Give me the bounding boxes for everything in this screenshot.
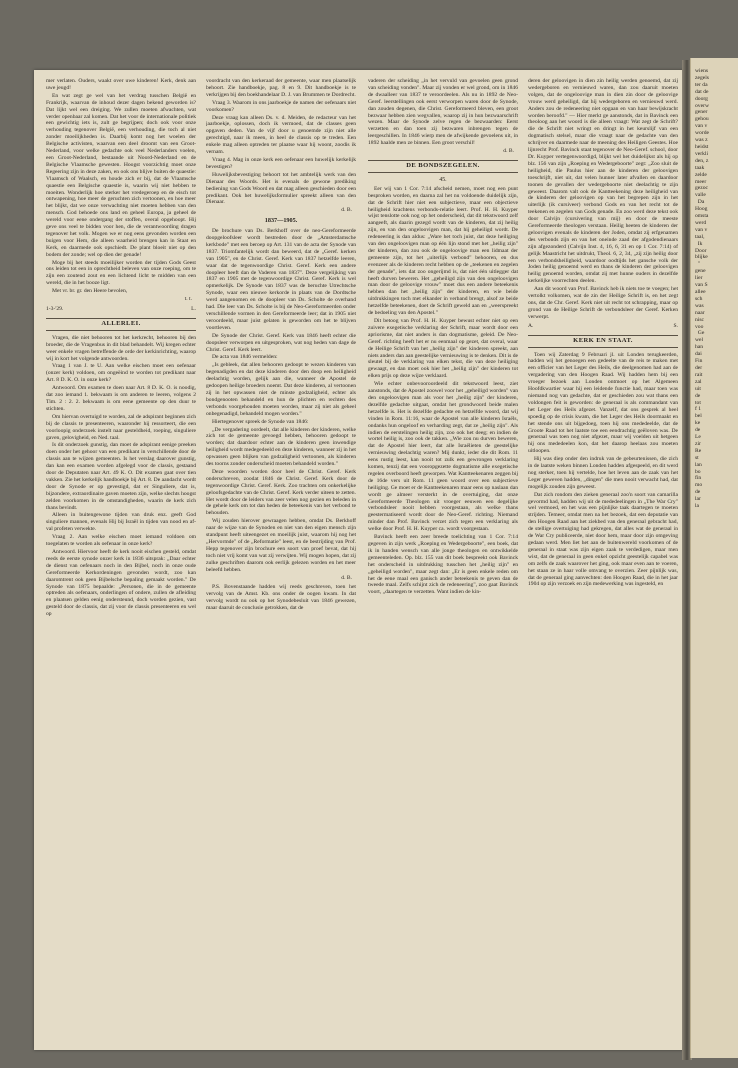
paragraph: De Synode der Christ. Geref. Kerk van 1846 heeft echter die doopsleer verworpen en uitgesproken, wat nog heden van dage de Christ. Geref. Kerk leert. [206,332,356,353]
column-2 [206,78,356,1044]
paragraph: Toen wij Zaterdag 9 Februari jl. uit Londen terugkeerden, hadden wij het genoegen een gedeelte van de reis te maken met een officier van het Leger des Heils, die deelgenomen had aan de vergadering van den Hoogen Raad. Wij hadden hem bij een vroeger bezoek aan Londen ontmoet op het Algemeen Hoofdkwartier waar hij een leidende functie had, maar toen was niemand nog van gedachte, dat er geschieden zou wat thans een voldongen feit is geworden: de generaal is als commandant van het Leger des Heils afgezet. Vanzelf, dat ons gesprek al heel spoedig op de crisis kwam, die het Leger des Heils doormaakt en het stende ons uit bijgedoeg, toen hij ons mededeelde, dat de Groote Raad tot het laatste toe een eendrachtig geëloven was. De generaal was toen nog niet afgezet, maar wij voelden uit hetgeen hij ons mededeelen kon, dat het daarop heelaas zou moeten uitloopen. [528,351,678,455]
paragraph: Is dit onderzoek gunstig, dan moet de adspirant eenige preeken doen onder het gehoor van een predikant in verschillende door de classis aan te wijzen gemeenten. Is het verslag daarover gunstig, dan kan een examen worden afgelegd voor de classis, gestaand door de Deputaten naar Art. 49 K. O. Dit examen gaat over tien vakken. Zie het kerkelijk handboekje bij Art. 8. De aandacht wordt door de Synode er op gevestigd, dat er Singuliere, dat is, bijzondere, extraordinaire gaven moeten zijn, welke slechts hoogst zelden voorkomen in de omstandigheden, waarin de kerk zich thans bevindt. [46,442,196,511]
paragraph: Om hiervan overtuigd te worden, zal de adspirant beginnen zich bij de classis te presenteeren, waaronder hij ressorteert, die een voorloopig onderzoek instelt naar gesteldheid, roeping, singuliere gaven, gelovigheid, en Ned. taal. [46,413,196,441]
paragraph: Wij zouden hierover gewraagen hebben, omdat Ds. Berkhoff naar de wijze van de Synoden en niet van den eigen mensch zijn standpunt heeft uiteengezet en moeilijk juist, waarom hij nog het „Hervormde" of de „Reformatie" leest, en de bestrijding van Prof. Hepp tegenover zijn brochure een soort van proef bevat, dat hij toch niet vrij komt van wat zij verwijten. Wij mogen hopen, dat zij zulke geschriften daarom ook eerlijk gelezen worden en het meer beleefd hebben. [206,518,356,573]
paragraph-postscript: P.S. Bovenstaande hadden wij reeds geschreven, toen het vervolg van de Amst. Kb. ons onder de oogen kwam. In dat vervolg wordt nu ook op het Synodebesluit van 1846 gewezen, maar daaruit de conclusie getrokken, dat de [206,584,356,612]
paragraph: De brochure van Ds. Berkhoff over de neo-Gereformeerde doopgeloofsleer wordt bestreden door de „Amsterdamsche kerkbode" met een beroep op Art. 131 van de acta der Synode van 1837. Triomfantelijk wordt dan beweerd, dat de „Geref. kerken van 1905", en de Christ. Geref. Kerk van 1837 hetzelfde leeren, waar dat de tegenwoordige Christ. Geref. Kerk een andere doopleer heeft dan de Vaderen van 1837". Deze vergelijking van 1837 en 1905 met de tegenwoordige Christ. Geref. Kerk is wel opmerkelijk. De Synode van 1837 was de beruchte Utrechtsche Synode, waar een nieuwe kerkorde in plaats van de Dordtsche werd aangenomen en de doopleer van Ds. Scholte de overhand had. Die leer van Ds. Scholte is bij de Neo-Gereformeerden onder verschillende vormen in den Gereformeerde leer; dat in 1905 niet veroordeeld, maar juist gelaten is geworden om het te blijven voortleven. [206,228,356,331]
paragraph: Deze vraag kan alleen Ds. v. d. Meiden, de redacteur van het jaarboekje, oplossen, doch ik vermoed, dat de classes geen opgaven deden. Van de vijf door u genoemde zijn niet alle gerechtigd, naar ik meen, in heel de classis op te treden. Een enkele mag alleen optreden ter plaatse waar hij woont, zoodis ik vernam. [206,114,356,156]
paragraph: Dit betoog van Prof. H. H. Kuyper bewust echter niet op een zuivere exegetische verklaring der Schrift, maar wordt door een apriorisme, dat niet anders is dan dogmatisme, geleid. De Neo-Geref. richting heeft het er nu eenmaal op gezet, dat overal, waar de Heilige Schrift van het „heilig zijn" der kinderen spreekt, aan niets anders dan aan geestelijke vernieuwing is te denken. Dit is de sleutel bij de verklaring van elken tekst, die van deze heiliging gewaagt, en dan moet ook hier het „heilig zijn" der kinderen tot elken prijs op deze wijze verklaard. [368,318,518,380]
paragraph: Antwoord. Om examen te doen naar Art. 8 D. K. O. is noodig, dat zoo iemand 1. bekwaam is om anderen te leeren, volgens 2 Tim. 2 : 2. 2. bekwaam is om eene gemeente op den duur te stichten. [46,385,196,412]
paragraph: Antwoord. Hiervoor heeft de kerk nooit eischen gesteld, omdat reeds de eerste synode onzer kerk in 1836 uitsprak: „Daar echter de dienst van oefenaars noch in den Bijbel, noch in onze oude Gereformeerde Kerkordeningen gevonden wordt, zoo kan daaromtrent ook geen Bijbelsche bepaling gemaakt worden." De Synode van 1875 bepaalde: „Personen, die in de gemeente optreden als oefenaars, onderlingen of ondere, zullen de afleiding en plaatsen gelden eenig ondersteund, doch worden gezien, vast gesteld door de classis, dat zij voor de classis presenteeren en wel op [46,549,196,618]
paragraph: deren der geloovigen in dien zin heilig werden genoemd, dat zij wedergeboren en vernieuwd waren, dan zou daaruit moeten volgen, dat de ongeloovige man in dien zin door de geloovige vrouw werd geheiligd, dat hij wedergeboren en vernieuwd werd. Anders zou de redeneering niet opgaan en van haar bewijskracht worden beroofd." — Hier merkt ge aanstonds, dat in Bavinck een theoloog aan het woord is die alleen vraagt: Wat zegt de Schrift? die de Schrift niet wringt en dringt in het keurslijf van een dogmatisch stelsel, maar die vraagt naar de gedachte van den schrijver en daarmede naar de meening des Heiligen Geestes. Hoe lijnrecht Prof. Bavinck staat tegenover de Neo-Geref. school, door Dr. Kuyper vertegenwoordigd, blijkt wel het duidelijkst als hij op blz. 156 van zijn „Roeping en Wedergeboorte" zegt: „Zoo sluit de heiligheid, die Paulus hier aan de kinderen der geloovigen toeschrijft, niet uit, dat velen hunner later afvallen en daardoor toonen de gevallen der wedergeboorte niet deelachtig te zijn geweest. Daarom valt ook de Kantteekening deze heiligheid van de kinderen der geloovigen op van het begrepen zijn in het uiterlijk (ik cursiveer) verbond Gods en van het recht tot de teekenen en zegelen van Gods genade. En zoo werd deze tekst ook door Calvijn (cursivering van mij) en door de meeste Gereformeerde theologen verstaan. Heilig heeten de kinderen der geloovigen evenals de kinderen der Joden, omdat zij erfgenamen des verbonds zijn en van het oneinde zaad der afgodendienaars zijn afgezonderd (Calvijn Inst. 4, 16, 6, 31 en op 1 Cor. 7:14) of gelijk Maastricht het uitdrukt, Theol. 6, 2, 34, „zij zijn heilig door een verbondsheiligheid, waardoor oodtijds het gansche volk der Joden heilig genoemd werd en thans de kinderen der geloovigen heilig genoemd worden, omdat zij met hunne ouders in dezelfde kerkelijke voorrechten deelen. [528,78,678,285]
paragraph: Vragen, die niet behooren tot het kerkrecht, behooren bij den broeder, die de Vragenbus in dit blad behandelt. Wij kregen echter weer enkele vragen betreffende de orde der kerkinrichting, waarop wij in kort het volgende antwoorden. [46,334,196,362]
author-initial: L. [191,306,196,312]
section-heading-kerk-en-staat: KERK EN STAAT. [528,335,678,348]
paragraph: Hiertegenover spreek de Synode van 1846: [212,418,309,425]
signature-initials: d. B. [341,207,352,214]
paragraph: De acta van 1846 vermelden: [212,354,278,361]
paragraph: voordracht van den kerkeraad der gemeente, waar men plaatselijk behoort. Zie handboekje, pag. 8 en 9. Dit handboekje is te verkrijgen bij den boekhandelaar D. J. van Brummen te Dordrecht. [206,78,356,98]
signature-initials: t. t. [184,296,192,303]
signature-initials: d. B. [341,574,352,581]
paragraph: Bavinck heeft een zeer breede toelichting van 1 Cor. 7:14 gegeven in zijn werk „Roeping en Wedergeboorte", een boek, dat ik in handen wensch van alle jonge theologen en ontwikkelde gemeenteleden. Op. blz. 155 van dit boek bespreekt ook Bavinck het onderscheid in uitdrukking tusschen het „heilig zijn" en „geheiligd worden", maar zegt dan: „Er is geen enkele reden om het de eene maal een ganisch ander beteekenis te geven dan de tweede maal. Zelfs schijnt zich de redeneering", zoo gaat Bavinck voort, „daartegen te verzetten. Want indien de kin- [368,534,518,596]
paragraph: Aan dit woord van Prof. Bavinck heb ik niets toe te voegen; het vertolkt volkomen, wat de zin der Heilige Schrift is, en het zegt ons, dat de Chr. Geref. Kerk niet uit recht tot schrapping, maar op grond van de Heilige Schrift de verbondsleer der Geref. Kerken verwerpt. [528,286,678,320]
paragraph: mer verlaten. Ouders, waakt over uwe kinderen! Kerk, denk aan uwe jeugd! [46,78,196,91]
column-1 [46,78,196,1044]
section-heading-allerlei: ALLERLEI. [46,318,196,331]
date-line [46,306,196,313]
paragraph: Vraag 3. Waarom in ons jaarboekje de namen der oefenaars niet voorkomen? [206,99,356,113]
paragraph: Alleen in buitengewone tijden van druk enz. geeft God singuliere mannen, evenals Hij bij Israël in tijden van nood en af-val profeten verwekte. [46,512,196,533]
paragraph: En wat zegt ge wel van het verdrag tusschen België en Frankrijk, waarvan de inhoud dezer dagen bekend geworden is? Dat lijkt wel een dreiging. We zullen moeten afwachten, wat verder openbaar zal komen. Dat het voor de internationale politiek een gewichtig iets is, zult ge begrijpen; doch ook voor onze verhouding tegenover België, een verhouding, die toch al niet zonder moeilijkheden is. Daarbij komt nog het woelen der Belgische activisten, waarvan een deel droomt van een Groot-Nederland, voor welke gedachte ook veel Nederlanders voelen, een Groot-Nederland, bestaande uit Noord-Nederland en de Belgische Vlaamsche gewesten. Hoogst voorzichtig moet onze Regeering zijn in deze zaken, en ook ons blijve buiten de quaestie: Vlaamsch of Waalsch, en houde zich er bij, dat de Vlaamsche quaestie een Belgische quaestie is, waarin wij niet hebben te moeiten. Wonderlijk hoe sterker het vredegeroep en de eisch tot ontwapening, hoe meer de geruchten zich vertoonen, en hoe meer het blijkt, dat we onze verwachting niet moeten hebben van den mensch. God behoede ons land en geheel Europa, ja geheel de wereld voor eene ondergang der stoffen, overal opgehoopt. Hij geve ons veel te bidden voor hen, die de verantwoording dragen tegenover het volk. Mogen we er nog eens gevonden worden een buigen voor Hem, die alleen waarheid brengen kan in Staat en Kerk, en daarmede ook opschiedt. De plant bloeit niet op den bodem der zonde; wel op dien der genade! [46,92,196,258]
paragraph: „Is gebleek, dat allen behooren gedoopt te wezen kinderen van begenadigden en dat deze kinderen door den doop een heiligheid deelachtig worden, gelijk aan die, wanneer de Apostel de gedoopen heilige broeders noemt. Dat deze kinderen, al vertoonen zij in het opwassen niet de minste godzaligheid, echter als bondgenooten behandeld en hun de plichten en rechten des verbonds voorgehouden moeten worden, maar zij niet als geheel onbegenadigd, behandeld mogen worden." [206,362,356,417]
paragraph: Eer wij van 1 Cor. 7:14 afscheid nemen, moet nog een punt besproken worden, en daarna zal het nu voldoende duidelijk zijn, dat de Schrift hier niet een subjectieve, maar een objectieve heiligheid krachtens verbonds-relatie leert. Prof. H. H. Kuyper wijst tenslotte ook nog op het onderscheid, dat dit tekstwoord zelf aangeeft, als daarin gezegd wordt van de kinderen, dat zij heilig zijn, en van den ongeloovigen man, dat hij geheiligd wordt. De redeneering is dan aldus: „Ware het toch juist, dat deze heiliging van den ongeloovigen man op één lijn stond met het „heilig zijn" der kinderen, dan zou ook de ongeloovige man een lidmaat der gemeente zijn, tot het „uiterlijk verbond" behooren, en dus evenzeer als de kinderen recht hebben op de „teekenen en zegelen der genade", iets dat zoo ongerijmd is, dat niet één uitlegger dat heeft durven beweren. Het „geheiligd zijn van den ongeloovigen man door de geloovige vrouw" moet dus een andere beteekenis hebben dan het „heilig zijn" der kinderen, en wie beide uitdrukkingen toch met elkander in verband brengt, alsof ze beide hetzelfde beteekenen, doet de Schrift geweld aan en „weerspreekt de bedoeling van den Apostel." [368,185,518,317]
signature-left: A. [528,322,534,329]
paragraph: Vraag 2. Aan welke eischen moet iemand voldoen om toegelaten te worden als oefenaar in onze kerk? [46,534,196,548]
paragraph: vaderen der scheiding „in het vervuld van gevoelen geen grond van scheiding vonden". Maar zij vonden er wel grond, om in 1846 de dwaalleer van 1837 te veroordeelen. Als nu in 1892 de Neo-Geref. leerstellingen ook eerst verworpen waren door de Synode, dan zouden degenen, die Christ. Gereformeerd bleven, een groot bezwaar hebben zien wegvallen, waarop zij in hun bezwaarschrift wezen. Maar de Synode zelve regen de bezwaarden: Eerst verzetten en dan toen zij bezwaren inbrengen tegen de leergeschillen. In 1846 wierp men de afwijkende gevoelens uit, in 1892 haalde men ze binnen. Een groot verschil! [368,78,518,147]
signature-right: S. [673,322,678,329]
paragraph: Met vr. br. gr. den Heere bevolen, [52,288,128,295]
next-page-fragment: wiens zegels ter da dat de doorg overw gener gehou van v worde was z heidst verkli den, z taak zelde meer gezoc valle Da Hoog omsta werd van v taal, Ik Door blijke " gene lier van S allee sch was naar nisc voo Ge wel han dai Fin der rait zal uit de tot f 1 bel ke de Le zir Re st lan bo fin mo de lar la [695,68,709,510]
article-heading-1837-1905: 1837—1905. [264,217,298,225]
paragraph: Huwelijksbevestiging behoort tot het ambtelijk werk van den Dienaar des Woords. Het is evenals de gewone prediking bediening van Gods Woord en dat mag alleen geschieden door een predikant. Ook het huwelijksformulier spreekt alleen van den Dienaar. [206,171,356,206]
signature-line [528,323,678,330]
column-3 [368,78,518,1044]
paragraph: Deze woorden worden door heel de Christ. Geref. Kerk onderschreven, zoodat 1846 de Christ. Geref. Kerk door de tegenwoordige Christ. Geref. Kerk. Zoo trachten om onkerkelijke geloofsgedachte van de Christ. Geref. Kerk verder uiteen te zetten. Het wordt door de leiders van zeer velen nog gezien en beleden in de gehele kerk om tot dan heden de beteekenis van het verbond te behouden. [206,468,356,517]
column-4 [528,78,678,1044]
paragraph: Dat zich rondom den zieken generaal zoo'n soort van camarilla gevormd had, hadden wij uit de mededeelingen in „The War Cry" wel vermoed, en het was een pijnlijke taak daartegen te moeten strijden. Temeer, omdat men na het bezoek, dat een deputatie van den Hoogen Raad aan het ziekbed van den generaal gebracht had, de stellige overtuiging had gekregen, dat alles wat de generaal in de War Cry publiceerde, niet door hem, maar door zijn omgeving gedaan werd. Men liet het aan de buitenwereld voorkomen of de generaal in staat was zijn eigen zaak te verdedigen, maar men wist, dat de generaal in geen enkel opzicht geestelijk capabel was om zelfs de zaak waarover het ging, ook maar even aan te voeren, het staan ze in haar volle omvang te overzien. Zeer pijnlijk was, dat de generaal ging aanvechten: den Hoogen Raad, die in het jaar 1904 op zijn verzoek en zijn medewerking was ingesteld, en [528,491,678,588]
date: 1-3-'29. [46,306,64,312]
paragraph: Vraag 1 van J. te U. Aan welke eischen moet een oefenaar (onzer kerk) voldoen, om ongeëind te worden tot predikant naar Art. 8 D. K. O. in onze kerk? [46,363,196,384]
section-heading-bondszegelen: DE BONDSZEGELEN. [368,160,518,173]
article-number: 45. [439,176,447,183]
next-page-edge [690,58,738,1058]
paragraph: Vraag 4. Mag in onze kerk een oefenaar een huwelijk kerkelijk bevestigen? [206,156,356,170]
paragraph: Wie echter onbevooroordeeld dit tekstwoord leest, ziet aanstonds, dat de Apostel zoowel voor het „geheiligd worden" van den ongeloovigen man als voor het „heilig zijn" der kinderen, dezelfde gedachte uitgaat, omdat het grondwoord beide malen hetzelfde is. Het is dezelfde gedachte en hetzelfde woord, dat wij vinden in Rom. 11:16, waar de Apostel van alle kinderen Israëls, ondanks hun ongeloof en verharding zegt, dat ze „heilig zijn". Als indien de eerstelingen heilig zijn, zoo ook het deeg; en indien de wortel heilig is, zoo ook de takken. „Wie zou nu durven beweren, dat de Apostel hier leert, dat alle Israëlieten de geestelijke vernieuwing deelachtig waren? Mij dunkt, ieder die dit Rom. 11 eens rustig leest, kan nooit tot zulk een gewrongen verklaring komen, tenzij dat een vooropgezette dogmatisme alle exegetische regelen overboord heeft geworpen. Wat Kantteekenaren zeggen bij de 16de vers uit Rom. 11 geen woord over een subjectieve heiliging. Ge moet er de Kantteekenaren maar eens op naslaan dan wordt ge almeer versterkt in de overtuiging, dat onze Gereformeerde Theologen uit vroeger eeuwen een degelijke verbondsleer nooit hebben voorgestaan, als welke thans geestermatiseerd wordt door de Neo-Geref. richting. Niemand minder dan Prof. Bavinck verzet zich tegen een verklaring als welke door Prof. H. H. Kuyper ca. wordt voorgestaan. [368,381,518,533]
paragraph: Hij was diep onder den indruk van de gebeurtenissen, die zich in de laatste weken binnen Londen hadden afgespeeld, en dit werd nog sterker, toen hij vertelde, hoe het leven aan de zaak van het Leger geweven hadden, „dingen" die men nooit verwacht had, dat mogelijk zouden zijn geweest. [528,456,678,490]
paragraph: „De vergadering oordeelt, dat alle kinderen der kinderen, welke zich tot de gemeente gevoegd hebben, behooren gedoopt te worden; dat daardoor echter aan de kinderen geen inwendige heiligheid wordt medegedeeld en deze kinderen, wanneer zij in het opwassen geen blijken van godzaligheid vertoonen, als kinderen des toorns zonder onderscheid moeten behandeld worden." [206,426,356,468]
newspaper-page [34,70,686,1050]
paragraph: Moge bij het steeds moeilijker worden der tijden Gods Geest ons leiden tot een in oprechtheid beleven van onze roeping, om te zijn een zoutend zout en een lichtend licht te midden van een wereld, die in het booze ligt. [46,259,196,287]
signature-initials: d. B. [503,148,514,155]
